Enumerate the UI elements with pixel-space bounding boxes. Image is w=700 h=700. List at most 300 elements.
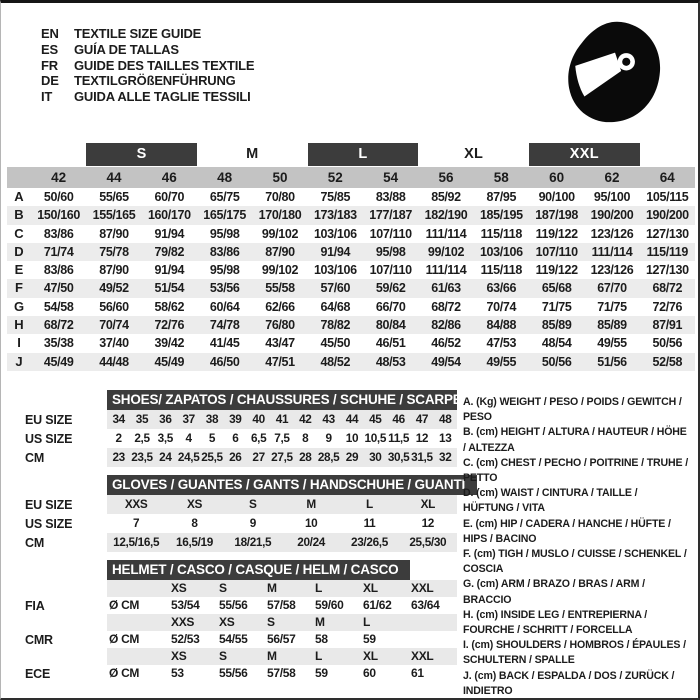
size-cell: 49/55 <box>597 336 627 351</box>
helmet-size-cell: XL <box>363 649 378 663</box>
size-cell: 60/70 <box>154 190 185 204</box>
helmet-cm-cell: 55/56 <box>219 598 248 612</box>
guide-title: GUIDA ALLE TAGLIE TESSILI <box>74 89 251 105</box>
size-cell: 111/114 <box>425 263 467 278</box>
size-cell: 59/62 <box>375 281 406 296</box>
size-cell: 182/190 <box>424 208 468 223</box>
size-cell: 75/78 <box>99 244 129 259</box>
shoe-us-size-cell: 2,5 <box>134 431 150 445</box>
shoes-eu-size-row <box>107 410 457 429</box>
shoe-us-size-cell: 10,5 <box>364 431 387 445</box>
size-cell: 65/75 <box>209 190 240 204</box>
legend-item: I. (cm) SHOULDERS / HOMBROS / ÉPAULES / SCHULTERN / SPALLE <box>463 639 686 667</box>
size-cell: 107/110 <box>369 226 412 241</box>
legend-item: D. (cm) WAIST / CINTURA / TAILLE / HÜFTUNG / VITA <box>463 487 638 515</box>
helmet-standard-fia: FIA <box>25 598 45 613</box>
shoes-title-bar: SHOES/ ZAPATOS / CHAUSSURES / SCHUHE / SCARPE <box>107 390 457 410</box>
size-cell: 103/106 <box>313 226 357 241</box>
helmet-size-cell: XS <box>171 649 187 663</box>
size-cell: 173/183 <box>313 208 357 223</box>
language-title-row <box>41 73 254 89</box>
size-cell: 177/187 <box>369 208 413 223</box>
shoe-us-size-cell: 9 <box>325 431 332 445</box>
numeric-size-cell: 60 <box>549 170 565 185</box>
legend-item: J. (cm) BACK / ESPALDA / DOS / ZURÜCK / INDIETRO <box>463 669 675 697</box>
size-cell: 95/98 <box>209 263 240 278</box>
row-letter-label: F <box>15 280 23 296</box>
table-row <box>7 261 695 279</box>
size-cell: 43/47 <box>265 336 295 351</box>
helmet-cm-cell: 61 <box>411 666 424 680</box>
helmet-cm-cell: 56/57 <box>267 632 296 646</box>
helmet-cm-cell: 57/58 <box>267 598 296 612</box>
size-cell: 67/70 <box>597 281 627 296</box>
size-cell: 48/53 <box>375 354 406 369</box>
glove-eu-size-cell: S <box>249 497 257 511</box>
diameter-cm-label: Ø CM <box>109 598 140 612</box>
size-cell: 47/51 <box>265 354 295 369</box>
numeric-size-cell: 58 <box>493 170 509 185</box>
language-title-row <box>41 42 254 58</box>
shoe-eu-size-cell: 42 <box>299 412 312 426</box>
size-cell: 103/106 <box>479 244 523 259</box>
helmet-size-cell: XXL <box>411 649 434 663</box>
size-cell: 37/40 <box>99 336 129 351</box>
shoe-us-size-cell: 6 <box>232 431 239 445</box>
size-cell: 55/65 <box>99 190 129 204</box>
numeric-size-cell: 42 <box>51 170 67 185</box>
size-cell: 165/175 <box>203 208 247 223</box>
row-letter-label: B <box>14 207 24 223</box>
helmet-size-cell: L <box>315 649 323 663</box>
helmet-ece-sizes-row <box>107 648 457 665</box>
size-cell: 46/51 <box>375 336 406 351</box>
size-cell: 83/88 <box>375 190 406 204</box>
shoe-eu-size-cell: 39 <box>229 412 242 426</box>
size-cell: 83/86 <box>209 244 240 259</box>
shoe-eu-size-cell: 37 <box>182 412 195 426</box>
size-cell: 127/130 <box>645 226 689 241</box>
size-cell: 72/76 <box>652 299 683 314</box>
size-cell: 48/54 <box>541 336 572 351</box>
size-cell: 68/72 <box>431 299 461 314</box>
size-cell: 170/180 <box>258 208 302 223</box>
language-title-row <box>41 26 254 42</box>
size-cell: 190/200 <box>590 208 634 223</box>
shoe-cm-cell: 23 <box>112 450 125 464</box>
size-cell: 53/56 <box>209 281 240 296</box>
numeric-size-cell: 44 <box>106 170 122 185</box>
size-cell: 35/38 <box>43 336 74 351</box>
size-cell: 185/195 <box>479 208 523 223</box>
size-cell: 87/91 <box>652 318 683 333</box>
diameter-cm-label: Ø CM <box>109 666 140 680</box>
size-cell: 91/94 <box>154 263 185 278</box>
size-cell: 95/98 <box>209 226 240 241</box>
helmet-fia-sizes-row <box>107 580 457 597</box>
size-cell: 48/52 <box>320 354 351 369</box>
row-letter-label: D <box>14 243 24 259</box>
size-cell: 76/80 <box>265 318 295 333</box>
helmet-table <box>25 560 457 682</box>
helmet-cm-cell: 59 <box>315 666 328 680</box>
size-cell: 70/74 <box>99 318 129 333</box>
glove-cm-cell: 18/21,5 <box>234 535 272 549</box>
size-cell: 87/95 <box>486 190 517 204</box>
size-cell: 123/126 <box>590 226 634 241</box>
helmet-cmr-values-row <box>107 631 457 648</box>
size-cell: 65/68 <box>541 281 572 296</box>
size-cell: 78/82 <box>320 318 351 333</box>
glove-cm-cell: 12,5/16,5 <box>113 535 160 549</box>
language-code: DE <box>41 73 59 89</box>
helmet-cm-cell: 59/60 <box>315 598 344 612</box>
helmet-cm-cell: 55/56 <box>219 666 248 680</box>
row-letter-label: G <box>13 298 25 314</box>
shoe-us-size-cell: 2 <box>115 431 122 445</box>
glove-eu-size-cell: XL <box>420 497 435 511</box>
size-cell: 80/84 <box>375 318 406 333</box>
shoe-eu-size-cell: 36 <box>159 412 172 426</box>
row-letter-label: A <box>14 189 24 204</box>
gloves-title-bar: GLOVES / GUANTES / GANTS / HANDSCHUHE / GUANTI <box>107 475 477 495</box>
numeric-size-cell: 56 <box>438 170 454 185</box>
shoe-eu-size-cell: 46 <box>392 412 405 426</box>
size-cell: 83/86 <box>43 263 74 278</box>
size-cell: 75/85 <box>320 190 351 204</box>
size-cell: 68/72 <box>652 281 683 296</box>
table-row <box>7 206 695 224</box>
size-cell: 70/80 <box>265 190 295 204</box>
size-cell: 91/94 <box>154 226 185 241</box>
glove-cm-cell: 25,5/30 <box>409 535 447 549</box>
table-row <box>7 243 695 261</box>
gloves-cm-row <box>107 533 457 552</box>
shoe-eu-size-cell: 40 <box>252 412 265 426</box>
helmet-size-cell: S <box>219 649 227 663</box>
size-cell: 87/90 <box>265 244 295 259</box>
language-code: EN <box>41 26 59 41</box>
size-cell: 50/56 <box>652 336 683 351</box>
size-cell: 115/118 <box>480 263 522 278</box>
glove-us-size-cell: 12 <box>421 516 435 530</box>
helmet-cm-cell: 53/54 <box>171 598 200 612</box>
size-cell: 99/102 <box>261 263 299 278</box>
table-row <box>7 353 695 371</box>
table-row <box>7 298 695 316</box>
helmet-size-cell: XS <box>171 581 187 595</box>
shoe-cm-cell: 32 <box>439 450 452 464</box>
legend-item: H. (cm) INSIDE LEG / ENTREPIERNA / FOURCHE / SCHRITT / FORCELLA <box>463 608 648 637</box>
helmet-cm-cell: 58 <box>315 632 328 646</box>
shoe-us-size-cell: 8 <box>302 431 309 445</box>
size-cell: 44/48 <box>99 354 129 369</box>
size-cell: 119/122 <box>535 226 578 241</box>
size-cell: 71/75 <box>597 299 627 314</box>
row-letter-label: J <box>15 353 23 369</box>
size-cell: 63/66 <box>486 281 517 296</box>
bottom-area <box>25 390 690 699</box>
row-letter-label: H <box>14 317 24 333</box>
size-cell: 115/118 <box>480 226 522 241</box>
size-cell: 45/49 <box>154 354 185 369</box>
size-cell: 58/62 <box>154 299 185 314</box>
legend-item: F. (cm) TIGH / MUSLO / CUISSE / SCHENKEL / COSCIA <box>463 548 687 576</box>
language-title-row <box>41 89 254 105</box>
table-row <box>7 316 695 334</box>
diameter-cm-label: Ø CM <box>109 632 140 646</box>
size-l-header: L <box>308 143 419 166</box>
size-cell: 47/53 <box>486 336 517 351</box>
numeric-size-header-row <box>7 167 695 188</box>
size-cell: 49/55 <box>486 354 517 369</box>
size-cell: 66/70 <box>375 299 406 314</box>
shoes-table <box>25 390 462 467</box>
size-cell: 46/52 <box>431 336 461 351</box>
size-cell: 190/200 <box>645 208 689 223</box>
size-cell: 62/66 <box>265 299 295 314</box>
shoe-cm-cell: 23,5 <box>131 450 153 464</box>
racing-helmet-icon <box>562 17 664 127</box>
helmet-size-cell: S <box>219 581 227 595</box>
size-cell: 71/74 <box>43 244 74 259</box>
shoe-us-size-cell: 6,5 <box>250 431 267 445</box>
shoe-cm-cell: 30,5 <box>387 450 410 464</box>
size-cell: 72/76 <box>154 318 185 333</box>
size-cell: 74/78 <box>209 318 240 333</box>
guide-title: GUIDE DES TAILLES TEXTILE <box>74 57 255 73</box>
size-cell: 87/90 <box>99 263 129 278</box>
measurement-legend <box>463 390 690 699</box>
size-cell: 111/114 <box>425 226 467 241</box>
shoe-eu-size-cell: 34 <box>112 412 125 426</box>
legend-item: E. (cm) HIP / CADERA / HANCHE / HÜFTE / HIPS / BACINO <box>463 517 671 545</box>
size-cell: 51/56 <box>597 354 627 369</box>
helmet-fia-values-row <box>107 597 457 614</box>
glove-cm-cell: 20/24 <box>297 535 326 549</box>
shoe-cm-cell: 28,5 <box>317 450 340 464</box>
numeric-size-cell: 62 <box>604 170 620 185</box>
language-title-list <box>41 26 254 105</box>
shoe-us-size-cell: 10 <box>345 431 359 445</box>
shoe-us-size-cell: 3,5 <box>157 431 173 445</box>
size-cell: 107/110 <box>535 244 578 259</box>
helmet-title-bar: HELMET / CASCO / CASQUE / HELM / CASCO <box>107 560 410 580</box>
size-cell: 68/72 <box>43 318 74 333</box>
numeric-size-cell: 54 <box>383 170 399 185</box>
size-cell: 150/160 <box>37 208 81 223</box>
size-cell: 71/75 <box>541 299 572 314</box>
size-cell: 85/89 <box>597 318 627 333</box>
numeric-size-cell: 46 <box>161 170 177 185</box>
accessory-tables <box>25 390 466 682</box>
size-cell: 115/119 <box>646 244 688 259</box>
size-cell: 49/52 <box>99 281 129 296</box>
size-cell: 45/49 <box>43 354 74 369</box>
table-row <box>7 279 695 297</box>
table-row <box>7 188 695 206</box>
shoe-cm-cell: 27 <box>252 450 265 464</box>
gloves-table <box>25 475 466 552</box>
numeric-size-cell: 48 <box>217 170 233 185</box>
size-cell: 60/64 <box>209 299 240 314</box>
size-cell: 119/122 <box>535 263 578 278</box>
helmet-size-cell: L <box>315 581 323 595</box>
shoe-us-size-cell: 4 <box>185 431 192 445</box>
helmet-cm-cell: 59 <box>363 632 376 646</box>
shoes-us-size-label: US SIZE <box>25 431 73 446</box>
glove-us-size-cell: 7 <box>133 516 140 530</box>
gloves-cm-label: CM <box>25 535 45 550</box>
helmet-cm-cell: 61/62 <box>363 598 392 612</box>
size-cell: 95/98 <box>375 244 406 259</box>
legend-item: C. (cm) CHEST / PECHO / POITRINE / TRUHE / PETTO <box>463 456 689 485</box>
shoe-cm-cell: 26 <box>229 450 242 464</box>
shoe-cm-cell: 27,5 <box>271 450 293 464</box>
guide-title: TEXTILGRÖßENFÜHRUNG <box>74 73 236 89</box>
size-cell: 70/74 <box>486 299 517 314</box>
helmet-size-cell: M <box>267 649 277 663</box>
size-cell: 83/86 <box>43 226 74 241</box>
helmet-size-cell: M <box>315 615 325 629</box>
size-cell: 85/92 <box>431 190 461 204</box>
table-row <box>7 334 695 352</box>
gloves-eu-size-label: EU SIZE <box>25 497 73 512</box>
size-cell: 50/56 <box>541 354 572 369</box>
size-cell: 64/68 <box>320 299 351 314</box>
size-cell: 54/58 <box>43 299 74 314</box>
shoe-us-size-cell: 11,5 <box>388 431 410 445</box>
shoe-eu-size-cell: 43 <box>322 412 335 426</box>
glove-cm-cell: 16,5/19 <box>176 535 213 549</box>
language-title-row <box>41 58 254 74</box>
size-cell: 45/50 <box>320 336 351 351</box>
size-cell: 55/58 <box>265 281 295 296</box>
shoe-cm-cell: 28 <box>299 450 312 464</box>
shoes-cm-row <box>107 448 457 467</box>
helmet-cm-cell: 60 <box>363 666 376 680</box>
helmet-size-cell: L <box>363 615 371 629</box>
size-cell: 87/90 <box>99 226 129 241</box>
size-cell: 99/102 <box>261 226 299 241</box>
size-xxl-header: XXL <box>529 143 640 166</box>
helmet-size-cell: XXL <box>411 581 434 595</box>
textile-size-table <box>7 143 695 371</box>
size-cell: 155/165 <box>92 208 136 223</box>
helmet-cm-cell: 63/64 <box>411 598 440 612</box>
numeric-size-cell: 64 <box>659 170 675 185</box>
shoes-eu-size-label: EU SIZE <box>25 412 73 427</box>
size-cell: 51/54 <box>154 281 185 296</box>
size-cell: 127/130 <box>645 263 689 278</box>
helmet-cm-cell: 53 <box>171 666 184 680</box>
helmet-size-cell: S <box>267 615 275 629</box>
size-s-header: S <box>86 143 197 166</box>
size-cell: 57/60 <box>320 281 351 296</box>
shoe-eu-size-cell: 44 <box>345 412 359 426</box>
helmet-standard-cmr: CMR <box>25 632 53 647</box>
shoe-us-size-cell: 12 <box>415 431 429 445</box>
glove-us-size-cell: 9 <box>249 516 256 530</box>
size-cell: 79/82 <box>154 244 185 259</box>
shoe-cm-cell: 25,5 <box>201 450 223 464</box>
size-cell: 105/115 <box>646 190 689 204</box>
size-cell: 46/50 <box>209 354 240 369</box>
size-cell: 85/89 <box>541 318 572 333</box>
legend-item: B. (cm) HEIGHT / ALTURA / HAUTEUR / HÖHE / ALTEZZA <box>463 426 687 454</box>
shoe-eu-size-cell: 48 <box>439 412 452 426</box>
size-cell: 187/198 <box>535 208 579 223</box>
size-cell: 123/126 <box>590 263 634 278</box>
glove-us-size-cell: 10 <box>304 516 318 530</box>
glove-cm-cell: 23/26,5 <box>351 535 388 549</box>
language-code: FR <box>41 57 58 73</box>
size-cell: 49/54 <box>431 354 461 369</box>
gloves-eu-size-row <box>107 495 457 514</box>
size-cell: 107/110 <box>369 263 412 278</box>
legend-item: G. (cm) ARM / BRAZO / BRAS / ARM / BRACCIO <box>463 578 645 606</box>
glove-us-size-cell: 11 <box>363 516 376 530</box>
size-cell: 91/94 <box>320 244 351 259</box>
helmet-cm-cell: 54/55 <box>219 632 248 646</box>
shoe-cm-cell: 30 <box>369 450 382 464</box>
row-letter-label: E <box>14 262 24 278</box>
shoes-us-size-row <box>107 429 457 448</box>
helmet-size-cell: XXS <box>171 615 195 629</box>
size-cell: 90/100 <box>538 190 575 204</box>
size-cell: 41/45 <box>209 336 240 351</box>
helmet-size-cell: XS <box>219 615 235 629</box>
shoe-eu-size-cell: 35 <box>135 412 149 426</box>
size-cell: 47/50 <box>43 281 74 296</box>
size-cell: 82/86 <box>431 318 461 333</box>
shoes-cm-label: CM <box>25 450 45 465</box>
size-cell: 39/42 <box>154 336 185 351</box>
language-code: IT <box>41 89 53 105</box>
helmet-size-cell: XL <box>363 581 378 595</box>
legend-item: A. (Kg) WEIGHT / PESO / POIDS / GEWITCH / PESO <box>463 396 682 424</box>
size-xl-header: XL <box>464 146 484 162</box>
size-cell: 103/106 <box>313 263 357 278</box>
size-cell: 61/63 <box>431 281 461 296</box>
size-cell: 95/100 <box>593 190 631 204</box>
shoe-eu-size-cell: 47 <box>415 412 429 426</box>
size-cell: 56/60 <box>99 299 129 314</box>
gloves-us-size-label: US SIZE <box>25 516 73 531</box>
language-code: ES <box>41 41 58 57</box>
glove-eu-size-cell: XXS <box>124 497 148 511</box>
helmet-cmr-sizes-row <box>107 614 457 631</box>
helmet-cm-cell: 57/58 <box>267 666 296 680</box>
numeric-size-cell: 50 <box>272 170 288 185</box>
shoe-cm-cell: 24,5 <box>177 450 200 464</box>
size-cell: 111/114 <box>591 244 633 259</box>
shoe-us-size-cell: 13 <box>439 431 452 445</box>
helmet-ece-values-row <box>107 665 457 682</box>
glove-eu-size-cell: XS <box>186 497 203 511</box>
gloves-us-size-row <box>107 514 457 533</box>
size-m-header: M <box>246 146 259 162</box>
row-letter-label: C <box>14 225 24 241</box>
size-cell: 84/88 <box>486 318 517 333</box>
glove-eu-size-cell: L <box>366 497 373 511</box>
table-row <box>7 225 695 243</box>
shoe-cm-cell: 29 <box>345 450 359 464</box>
helmet-standard-ece: ECE <box>25 666 51 681</box>
shoe-eu-size-cell: 38 <box>205 412 219 426</box>
shoe-cm-cell: 24 <box>159 450 172 464</box>
size-cell: 160/170 <box>147 208 191 223</box>
